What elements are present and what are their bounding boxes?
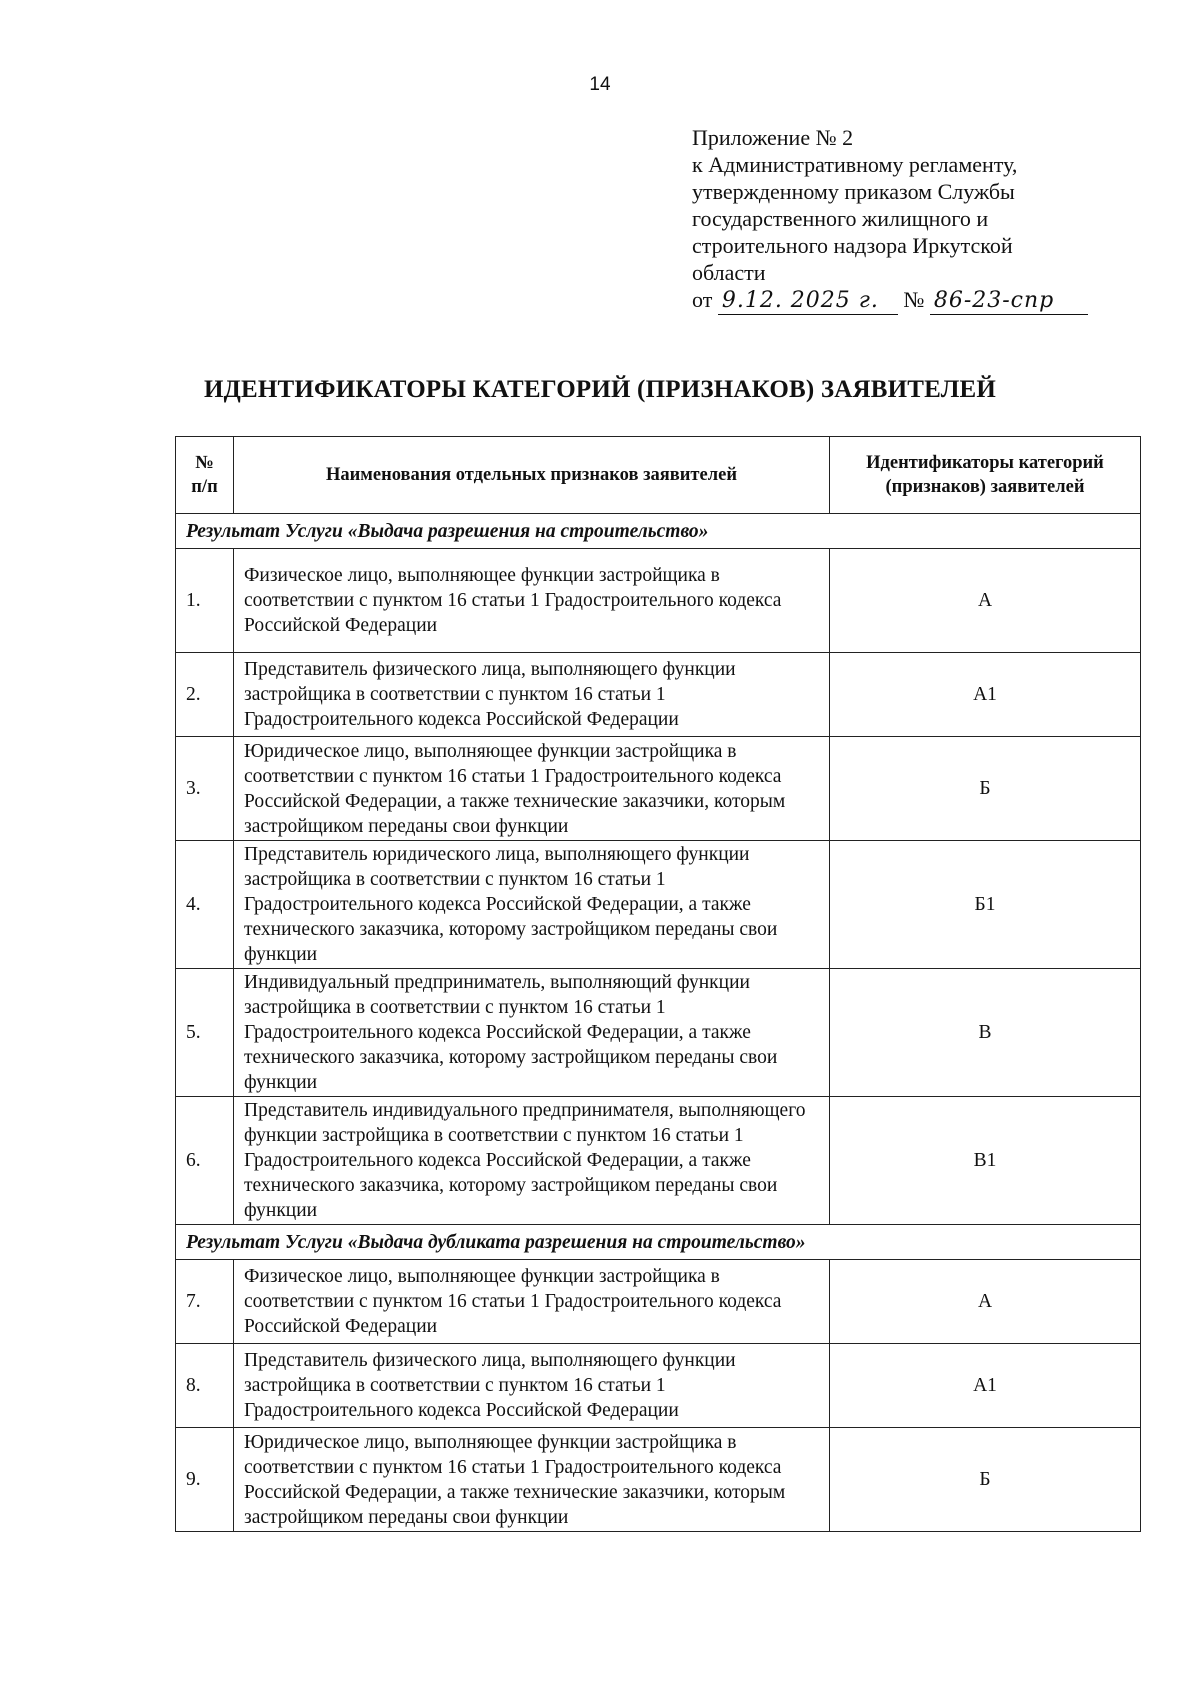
row-code: Б <box>830 1428 1141 1532</box>
table-header-row <box>176 437 1141 514</box>
header-code: Идентификаторы категорий (признаков) заявителей <box>830 437 1141 514</box>
row-number: 2. <box>176 653 234 737</box>
header-name: Наименования отдельных признаков заявителей <box>234 437 830 514</box>
row-name: Юридическое лицо, выполняющее функции застройщика в соответствии с пунктом 16 статьи 1 Градостроительного кодекса Российской Федерации, а также технические заказчики, которым застройщиком переданы свои функции <box>234 1428 830 1532</box>
table-row <box>176 1260 1141 1344</box>
handwritten-number: 86-23-спр <box>930 287 1088 315</box>
row-name: Юридическое лицо, выполняющее функции застройщика в соответствии с пунктом 16 статьи 1 Градостроительного кодекса Российской Федерации, а также технические заказчики, которым застройщиком переданы свои функции <box>234 737 830 841</box>
section-row <box>176 514 1141 549</box>
order-reference <box>692 286 1132 315</box>
handwritten-date: 9.12. 2025 г. <box>718 287 898 315</box>
row-name: Представитель юридического лица, выполняющего функции застройщика в соответствии с пунктом 16 статьи 1 Градостроительного кодекса Российской Федерации, а также технического заказчика, которому застройщиком переданы свои функции <box>234 841 830 969</box>
section-row <box>176 1225 1141 1260</box>
date-prefix: от <box>692 287 713 312</box>
table-row <box>176 1428 1141 1532</box>
appendix-block <box>692 124 1132 315</box>
row-name: Представитель физического лица, выполняющего функции застройщика в соответствии с пунктом 16 статьи 1 Градостроительного кодекса Российской Федерации <box>234 1344 830 1428</box>
table-row <box>176 1097 1141 1225</box>
appendix-line: строительного надзора Иркутской <box>692 233 1013 258</box>
number-prefix: № <box>903 287 925 312</box>
row-number: 5. <box>176 969 234 1097</box>
section-title: Результат Услуги «Выдача дубликата разрешения на строительство» <box>176 1225 1141 1260</box>
document-title: ИДЕНТИФИКАТОРЫ КАТЕГОРИЙ (ПРИЗНАКОВ) ЗАЯВИТЕЛЕЙ <box>203 376 997 403</box>
row-name: Физическое лицо, выполняющее функции застройщика в соответствии с пунктом 16 статьи 1 Градостроительного кодекса Российской Федерации <box>234 1260 830 1344</box>
row-code: Б1 <box>830 841 1141 969</box>
row-code: А <box>830 549 1141 653</box>
row-number: 3. <box>176 737 234 841</box>
appendix-line: к Административному регламенту, <box>692 152 1018 177</box>
row-code: А <box>830 1260 1141 1344</box>
row-code: В1 <box>830 1097 1141 1225</box>
table-row <box>176 1344 1141 1428</box>
table-row <box>176 549 1141 653</box>
table-row <box>176 969 1141 1097</box>
table-row <box>176 737 1141 841</box>
identifiers-table <box>175 436 1141 1532</box>
appendix-line: Приложение № 2 <box>692 125 854 150</box>
row-number: 8. <box>176 1344 234 1428</box>
row-code: В <box>830 969 1141 1097</box>
row-number: 7. <box>176 1260 234 1344</box>
row-number: 6. <box>176 1097 234 1225</box>
header-num: № п/п <box>176 437 234 514</box>
section-title: Результат Услуги «Выдача разрешения на строительство» <box>176 514 1141 549</box>
row-number: 4. <box>176 841 234 969</box>
row-name: Представитель физического лица, выполняющего функции застройщика в соответствии с пунктом 16 статьи 1 Градостроительного кодекса Российской Федерации <box>234 653 830 737</box>
page-number: 14 <box>589 74 611 95</box>
row-number: 9. <box>176 1428 234 1532</box>
appendix-line: области <box>692 260 766 285</box>
appendix-line: утвержденному приказом Службы <box>692 179 1015 204</box>
appendix-line: государственного жилищного и <box>692 206 989 231</box>
row-number: 1. <box>176 549 234 653</box>
row-code: А1 <box>830 653 1141 737</box>
row-name: Представитель индивидуального предпринимателя, выполняющего функции застройщика в соответствии с пунктом 16 статьи 1 Градостроительного кодекса Российской Федерации, а также технического заказчика, которому застройщиком переданы свои функции <box>234 1097 830 1225</box>
row-name: Индивидуальный предприниматель, выполняющий функции застройщика в соответствии с пунктом 16 статьи 1 Градостроительного кодекса Российской Федерации, а также технического заказчика, которому застройщиком переданы свои функции <box>234 969 830 1097</box>
row-name: Физическое лицо, выполняющее функции застройщика в соответствии с пунктом 16 статьи 1 Градостроительного кодекса Российской Федерации <box>234 549 830 653</box>
table-row <box>176 653 1141 737</box>
row-code: А1 <box>830 1344 1141 1428</box>
table-row <box>176 841 1141 969</box>
row-code: Б <box>830 737 1141 841</box>
